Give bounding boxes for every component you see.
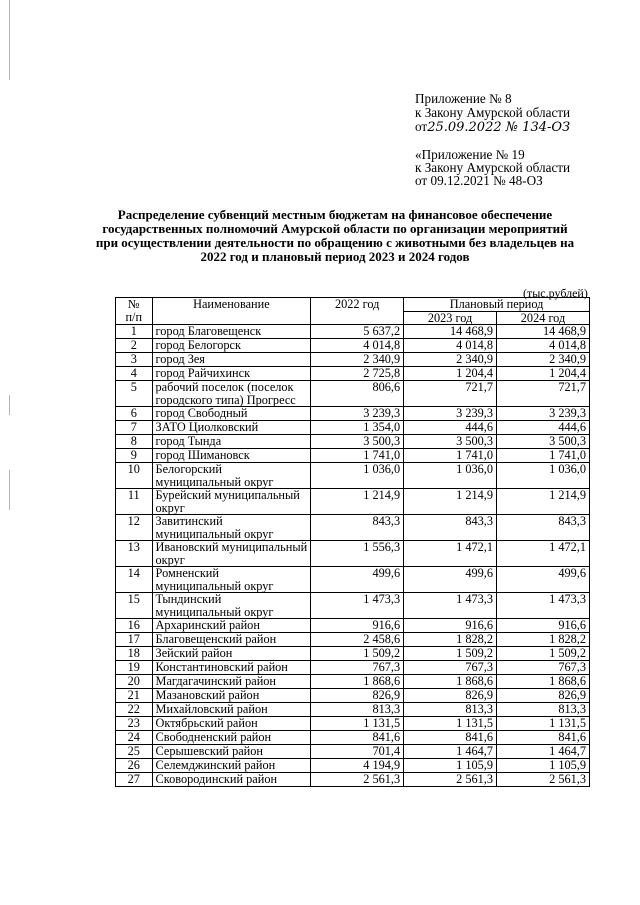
table-row bbox=[116, 647, 590, 661]
row-2024-cell: 1 131,5 bbox=[497, 717, 590, 731]
orig-appendix-line-3: от 09.12.2021 № 48-ОЗ bbox=[415, 173, 543, 188]
header-planned-period: Плановый период bbox=[404, 298, 590, 312]
table-row bbox=[116, 745, 590, 759]
row-2022-cell: 1 868,6 bbox=[311, 675, 404, 689]
row-2024-cell: 1 828,2 bbox=[497, 633, 590, 647]
row-number-cell: 24 bbox=[116, 731, 153, 745]
row-2022-cell: 1 509,2 bbox=[311, 647, 404, 661]
row-2024-cell: 499,6 bbox=[497, 567, 590, 593]
table-row bbox=[116, 759, 590, 773]
row-name-cell: Магдагачинский район bbox=[152, 675, 311, 689]
row-2023-cell: 2 340,9 bbox=[404, 353, 497, 367]
row-2024-cell: 1 473,3 bbox=[497, 593, 590, 619]
row-2024-cell: 1 214,9 bbox=[497, 489, 590, 515]
appendix-line-1: Приложение № 8 bbox=[415, 91, 512, 106]
row-2024-cell: 843,3 bbox=[497, 515, 590, 541]
row-name-cell: город Зея bbox=[152, 353, 311, 367]
row-2023-cell: 841,6 bbox=[404, 731, 497, 745]
row-2023-cell: 1 131,5 bbox=[404, 717, 497, 731]
row-name-cell: Серышевский район bbox=[152, 745, 311, 759]
row-2022-cell: 1 214,9 bbox=[311, 489, 404, 515]
row-number-cell: 17 bbox=[116, 633, 153, 647]
table-row bbox=[116, 515, 590, 541]
row-2022-cell: 806,6 bbox=[311, 381, 404, 407]
header-2023: 2023 год bbox=[404, 311, 497, 325]
appendix-line-3 bbox=[415, 120, 570, 134]
row-2023-cell: 1 741,0 bbox=[404, 449, 497, 463]
row-2022-cell: 916,6 bbox=[311, 619, 404, 633]
row-2022-cell: 1 354,0 bbox=[311, 421, 404, 435]
table-row bbox=[116, 689, 590, 703]
table-row bbox=[116, 381, 590, 407]
row-name-cell: Благовещенский район bbox=[152, 633, 311, 647]
row-name-cell: Бурейский муниципальный округ bbox=[152, 489, 311, 515]
row-2022-cell: 843,3 bbox=[311, 515, 404, 541]
table-row bbox=[116, 489, 590, 515]
row-number-cell: 3 bbox=[116, 353, 153, 367]
row-name-cell: город Шимановск bbox=[152, 449, 311, 463]
table-row bbox=[116, 435, 590, 449]
row-2023-cell: 1 464,7 bbox=[404, 745, 497, 759]
row-2023-cell: 1 472,1 bbox=[404, 541, 497, 567]
table-row bbox=[116, 661, 590, 675]
header-name: Наименование bbox=[152, 298, 311, 325]
row-2024-cell: 14 468,9 bbox=[497, 325, 590, 339]
table-row bbox=[116, 717, 590, 731]
row-2022-cell: 767,3 bbox=[311, 661, 404, 675]
row-2024-cell: 444,6 bbox=[497, 421, 590, 435]
row-name-cell: Октябрьский район bbox=[152, 717, 311, 731]
row-name-cell: Селемджинский район bbox=[152, 759, 311, 773]
scan-edge-mark bbox=[9, 0, 10, 80]
units-label: (тыс.рублей) bbox=[523, 286, 588, 300]
row-name-cell: Тындинский муниципальный округ bbox=[152, 593, 311, 619]
row-2023-cell: 1 214,9 bbox=[404, 489, 497, 515]
row-2024-cell: 1 464,7 bbox=[497, 745, 590, 759]
row-name-cell: ЗАТО Циолковский bbox=[152, 421, 311, 435]
row-number-cell: 9 bbox=[116, 449, 153, 463]
row-name-cell: город Белогорск bbox=[152, 339, 311, 353]
table-row bbox=[116, 339, 590, 353]
table-row bbox=[116, 773, 590, 787]
row-number-cell: 20 bbox=[116, 675, 153, 689]
row-number-cell: 7 bbox=[116, 421, 153, 435]
header-2024: 2024 год bbox=[497, 311, 590, 325]
row-2023-cell: 1 473,3 bbox=[404, 593, 497, 619]
row-name-cell: Ромненский муниципальный округ bbox=[152, 567, 311, 593]
row-number-cell: 14 bbox=[116, 567, 153, 593]
table-row bbox=[116, 463, 590, 489]
row-number-cell: 15 bbox=[116, 593, 153, 619]
row-name-cell: город Свободный bbox=[152, 407, 311, 421]
row-2023-cell: 813,3 bbox=[404, 703, 497, 717]
row-2024-cell: 3 239,3 bbox=[497, 407, 590, 421]
row-2024-cell: 1 472,1 bbox=[497, 541, 590, 567]
header-2022: 2022 год bbox=[311, 298, 404, 325]
row-2022-cell: 1 473,3 bbox=[311, 593, 404, 619]
row-2024-cell: 2 340,9 bbox=[497, 353, 590, 367]
row-2023-cell: 14 468,9 bbox=[404, 325, 497, 339]
row-2022-cell: 1 131,5 bbox=[311, 717, 404, 731]
row-2022-cell: 1 556,3 bbox=[311, 541, 404, 567]
table-body bbox=[116, 325, 590, 787]
row-name-cell: Сковородинский район bbox=[152, 773, 311, 787]
row-name-cell: Мазановский район bbox=[152, 689, 311, 703]
row-2022-cell: 1 036,0 bbox=[311, 463, 404, 489]
row-name-cell: рабочий поселок (поселок городского типа) Прогресс bbox=[152, 381, 311, 407]
appendix-line-2: к Закону Амурской области bbox=[415, 105, 571, 120]
table-row bbox=[116, 567, 590, 593]
row-number-cell: 19 bbox=[116, 661, 153, 675]
row-number-cell: 12 bbox=[116, 515, 153, 541]
row-name-cell: Зейский район bbox=[152, 647, 311, 661]
table-row bbox=[116, 731, 590, 745]
row-2022-cell: 4 194,9 bbox=[311, 759, 404, 773]
row-2022-cell: 826,9 bbox=[311, 689, 404, 703]
row-number-cell: 5 bbox=[116, 381, 153, 407]
row-name-cell: город Райчихинск bbox=[152, 367, 311, 381]
row-number-cell: 18 bbox=[116, 647, 153, 661]
table-row bbox=[116, 367, 590, 381]
row-number-cell: 22 bbox=[116, 703, 153, 717]
row-2023-cell: 916,6 bbox=[404, 619, 497, 633]
row-name-cell: Завитинский муниципальный округ bbox=[152, 515, 311, 541]
header-num: № п/п bbox=[116, 298, 153, 325]
row-2022-cell: 1 741,0 bbox=[311, 449, 404, 463]
row-name-cell: Михайловский район bbox=[152, 703, 311, 717]
orig-appendix-line-2: к Закону Амурской области bbox=[415, 160, 571, 175]
row-2022-cell: 2 458,6 bbox=[311, 633, 404, 647]
row-number-cell: 2 bbox=[116, 339, 153, 353]
row-2022-cell: 3 239,3 bbox=[311, 407, 404, 421]
row-2023-cell: 767,3 bbox=[404, 661, 497, 675]
row-2022-cell: 701,4 bbox=[311, 745, 404, 759]
table-row bbox=[116, 675, 590, 689]
row-number-cell: 13 bbox=[116, 541, 153, 567]
row-2023-cell: 3 500,3 bbox=[404, 435, 497, 449]
table-row bbox=[116, 353, 590, 367]
row-2024-cell: 1 509,2 bbox=[497, 647, 590, 661]
row-number-cell: 26 bbox=[116, 759, 153, 773]
table-row bbox=[116, 593, 590, 619]
row-2024-cell: 1 105,9 bbox=[497, 759, 590, 773]
row-2024-cell: 916,6 bbox=[497, 619, 590, 633]
row-2023-cell: 826,9 bbox=[404, 689, 497, 703]
row-name-cell: Константиновский район bbox=[152, 661, 311, 675]
row-number-cell: 8 bbox=[116, 435, 153, 449]
row-name-cell: Белогорский муниципальный округ bbox=[152, 463, 311, 489]
row-2024-cell: 4 014,8 bbox=[497, 339, 590, 353]
row-2022-cell: 5 637,2 bbox=[311, 325, 404, 339]
row-name-cell: Свободненский район bbox=[152, 731, 311, 745]
row-2023-cell: 1 509,2 bbox=[404, 647, 497, 661]
subvention-table bbox=[115, 297, 590, 787]
row-2024-cell: 3 500,3 bbox=[497, 435, 590, 449]
row-2024-cell: 1 204,4 bbox=[497, 367, 590, 381]
row-2024-cell: 841,6 bbox=[497, 731, 590, 745]
row-name-cell: Ивановский муниципальный округ bbox=[152, 541, 311, 567]
row-number-cell: 11 bbox=[116, 489, 153, 515]
row-2023-cell: 721,7 bbox=[404, 381, 497, 407]
row-2024-cell: 826,9 bbox=[497, 689, 590, 703]
row-2024-cell: 813,3 bbox=[497, 703, 590, 717]
row-2023-cell: 444,6 bbox=[404, 421, 497, 435]
row-number-cell: 27 bbox=[116, 773, 153, 787]
document-title: Распределение субвенций местным бюджетам на финансовое обеспечение государственных полномочий Амурской области по организации мероприятий при осуществлении деятельности по обращению с животными без владельцев на 2022 год и плановый период 2023 и 2024 годов bbox=[95, 207, 575, 264]
row-2024-cell: 721,7 bbox=[497, 381, 590, 407]
table-row bbox=[116, 325, 590, 339]
row-2023-cell: 3 239,3 bbox=[404, 407, 497, 421]
table-row bbox=[116, 541, 590, 567]
scan-edge-mark bbox=[9, 470, 10, 510]
row-2024-cell: 2 561,3 bbox=[497, 773, 590, 787]
appendix-date-prefix: от bbox=[415, 119, 428, 134]
row-number-cell: 25 bbox=[116, 745, 153, 759]
row-2024-cell: 1 036,0 bbox=[497, 463, 590, 489]
table-row bbox=[116, 619, 590, 633]
row-2023-cell: 2 561,3 bbox=[404, 773, 497, 787]
row-2022-cell: 2 725,8 bbox=[311, 367, 404, 381]
row-2022-cell: 2 561,3 bbox=[311, 773, 404, 787]
table-row bbox=[116, 407, 590, 421]
row-2022-cell: 813,3 bbox=[311, 703, 404, 717]
row-2024-cell: 767,3 bbox=[497, 661, 590, 675]
row-2022-cell: 3 500,3 bbox=[311, 435, 404, 449]
row-number-cell: 6 bbox=[116, 407, 153, 421]
row-2023-cell: 1 868,6 bbox=[404, 675, 497, 689]
row-2024-cell: 1 868,6 bbox=[497, 675, 590, 689]
row-number-cell: 10 bbox=[116, 463, 153, 489]
scan-edge-mark bbox=[9, 395, 10, 415]
row-2024-cell: 1 741,0 bbox=[497, 449, 590, 463]
table-row bbox=[116, 449, 590, 463]
row-2023-cell: 1 204,4 bbox=[404, 367, 497, 381]
table-row bbox=[116, 421, 590, 435]
row-name-cell: Архаринский район bbox=[152, 619, 311, 633]
row-2022-cell: 841,6 bbox=[311, 731, 404, 745]
row-2023-cell: 499,6 bbox=[404, 567, 497, 593]
row-number-cell: 16 bbox=[116, 619, 153, 633]
handwritten-date-number: 25.09.2022 № 134-ОЗ bbox=[427, 120, 571, 135]
table-row bbox=[116, 633, 590, 647]
row-2023-cell: 1 105,9 bbox=[404, 759, 497, 773]
row-2023-cell: 843,3 bbox=[404, 515, 497, 541]
row-name-cell: город Тында bbox=[152, 435, 311, 449]
row-2022-cell: 4 014,8 bbox=[311, 339, 404, 353]
row-number-cell: 4 bbox=[116, 367, 153, 381]
row-2022-cell: 499,6 bbox=[311, 567, 404, 593]
row-2023-cell: 1 036,0 bbox=[404, 463, 497, 489]
row-name-cell: город Благовещенск bbox=[152, 325, 311, 339]
orig-appendix-line-1: «Приложение № 19 bbox=[415, 147, 525, 162]
table-row bbox=[116, 703, 590, 717]
row-2023-cell: 4 014,8 bbox=[404, 339, 497, 353]
row-2022-cell: 2 340,9 bbox=[311, 353, 404, 367]
row-number-cell: 1 bbox=[116, 325, 153, 339]
row-2023-cell: 1 828,2 bbox=[404, 633, 497, 647]
row-number-cell: 23 bbox=[116, 717, 153, 731]
table-header-row bbox=[116, 298, 590, 312]
row-number-cell: 21 bbox=[116, 689, 153, 703]
